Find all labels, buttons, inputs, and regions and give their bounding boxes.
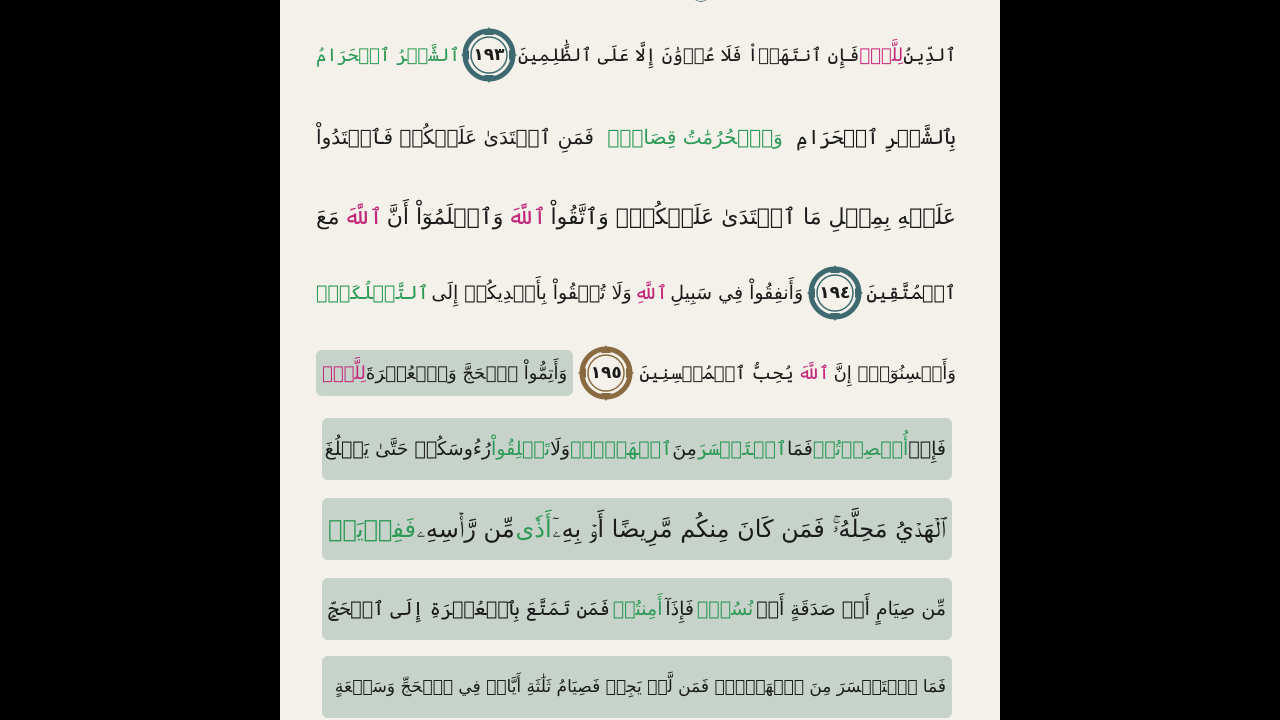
quran-line-4: [316, 262, 956, 324]
tajweed-highlight-text: ٱلشَّهۡرُ ٱلۡحَرَامُ: [316, 44, 460, 66]
verse-text: فَمَنِ ٱعۡتَدَىٰ عَلَيۡكُمۡ فَٱعۡتَدُواْ: [316, 125, 594, 149]
verse-text: وَٱعۡلَمُوٓاْ أَنَّ: [386, 204, 504, 230]
divine-name-text: ٱللَّهِ: [634, 282, 668, 304]
quran-line-8: [322, 578, 952, 640]
quran-line-3: [316, 186, 956, 248]
divine-name-text: لِلَّهِۚ: [322, 362, 366, 384]
verse-text: مِنَ: [672, 438, 697, 460]
verse-text: بِٱلشَّهۡرِ ٱلۡحَرَامِ: [796, 125, 956, 149]
verse-text: فَمَا ٱسۡتَيۡسَرَ مِنَ ٱلۡهَدۡيِۚ فَمَن لَّمۡ يَجِدۡ فَصِيَامُ ثَلَٰثَةِ أَيَّامٖ فِي ٱلۡحَجِّ وَسَبۡعَةٍ: [334, 677, 946, 697]
tajweed-highlight-text: أَمِنتُمۡ: [612, 598, 663, 620]
verse-text: فَإِذَآ: [665, 598, 694, 620]
verse-text: فَإِنۡ: [908, 438, 946, 460]
verse-text: عَلَيۡهِ بِمِثۡلِ مَا ٱعۡتَدَىٰ عَلَيۡكُمۡۚ وَٱتَّقُواْ: [550, 204, 956, 230]
verse-text: رُءُوسَكُمۡ حَتَّىٰ يَبۡلُغَ: [324, 438, 491, 460]
tajweed-highlight-text: تَحۡلِقُواْ: [491, 438, 551, 460]
tajweed-highlight-text: وَٱلۡحُرُمَٰتُ قِصَاصٞۚ: [607, 125, 783, 149]
ayah-number-194: ١٩٤: [806, 264, 864, 322]
tajweed-highlight-text: أَذٗى: [515, 515, 552, 543]
quran-line-2: [316, 106, 956, 168]
divine-name-text: ٱللَّهَ: [797, 362, 830, 384]
tajweed-highlight-text: نُسُكٖۚ: [696, 598, 754, 620]
ayah-number-193: ١٩٣: [460, 26, 518, 84]
verse-text: ٱلۡهَدۡيُ مَحِلَّهُۥۚ فَمَن كَانَ مِنكُم مَّرِيضًا أَوۡ بِهِۦٓ: [552, 515, 946, 543]
verse-text: وَأَتِمُّواْ ٱلۡحَجَّ وَٱلۡعُمۡرَةَ: [365, 362, 568, 384]
quran-line-7: [322, 498, 952, 560]
verse-text: وَأَنفِقُواْ فِي سَبِيلِ: [670, 282, 804, 304]
mushaf-page: [280, 0, 1000, 720]
divine-name-text: لِلَّهِۖ: [859, 44, 904, 66]
verse-text: يُحِبُّ ٱلۡمُحۡسِنِينَ: [639, 362, 794, 384]
tajweed-highlight-text: أُحۡصِرۡتُمۡ: [812, 438, 909, 460]
verse-text: فَمَن تَمَتَّعَ بِٱلۡعُمۡرَةِ إِلَى ٱلۡحَجِّ: [328, 598, 610, 620]
tajweed-highlight-text: ٱلۡهَدۡيِۖ: [570, 438, 673, 460]
verse-text: ٱلدِّينُ: [903, 44, 956, 66]
ayah-marker-icon: [678, 0, 724, 10]
quran-line-9: [322, 656, 952, 718]
verse-text: مِّن صِيَامٍ أَوۡ صَدَقَةٍ أَوۡ: [756, 598, 946, 620]
ayah-number-195: ١٩٥: [577, 344, 635, 402]
tajweed-highlight-text: ٱسۡتَيۡسَرَ: [696, 438, 787, 460]
verse-text: وَلَا تُلۡقُواْ بِأَيۡدِيكُمۡ إِلَى: [431, 282, 632, 304]
verse-text: وَلَا: [550, 438, 571, 460]
verse-text: مِّن رَّأۡسِهِۦ: [416, 515, 515, 543]
tajweed-highlight-text: ٱلتَّهۡلُكَةِۛ: [316, 282, 429, 304]
current-verse-highlight: [316, 350, 573, 396]
verse-text: فَإِنِ ٱنتَهَوۡاْ فَلَا عُدۡوَٰنَ إِلَّا عَلَى ٱلظَّٰلِمِينَ: [518, 44, 860, 66]
verse-text: وَأَحۡسِنُوٓاْۛ إِنَّ: [833, 362, 956, 384]
divine-name-text: ٱللَّهَ: [343, 204, 383, 230]
divine-name-text: ٱللَّهَ: [507, 204, 547, 230]
verse-text: ٱلۡمُتَّقِينَ: [866, 282, 956, 304]
verse-text: فَمَا: [786, 438, 813, 460]
quran-line-6: [322, 418, 952, 480]
verse-text: مَعَ: [316, 204, 340, 230]
quran-line-1: [316, 24, 956, 86]
quran-line-5: [316, 342, 956, 404]
tajweed-highlight-text: فَفِدۡيَةٞ: [328, 515, 416, 543]
